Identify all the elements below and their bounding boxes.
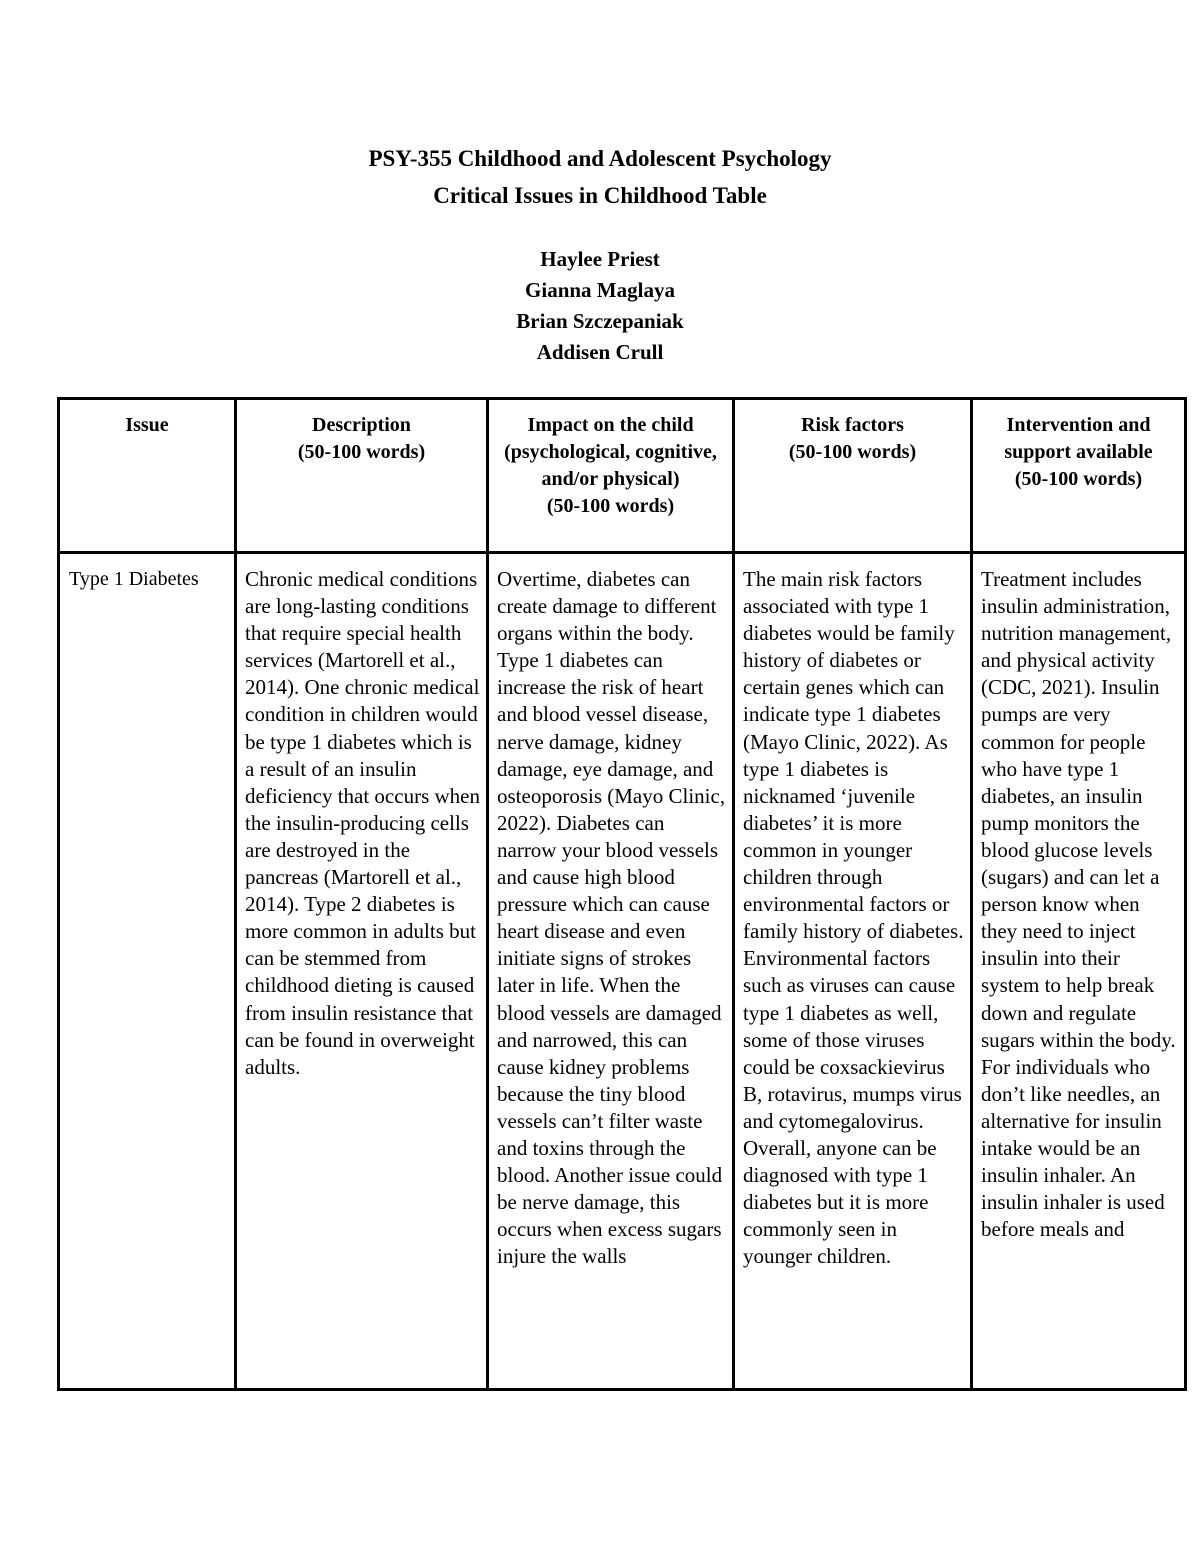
header-issue: Issue [59, 399, 236, 553]
cell-issue: Type 1 Diabetes [59, 553, 236, 1390]
header-word-limit: (50-100 words) [297, 441, 426, 463]
cell-impact: Overtime, diabetes can create damage to different organs within the body. Type 1 diabetes can increase the risk of heart and blood vessel disease, nerve damage, kidney damage, eye damage, and osteoporosis (Mayo Clinic, 2022). Diabetes can narrow your blood vessels and cause high blood pressure which can cause heart disease and even initiate signs of strokes later in life. When the blood vessels are damaged and narrowed, this can cause kidney problems because the tiny blood vessels can’t filter waste and toxins through the blood. Another issue could be nerve damage, this occurs when excess sugars injure the walls [488, 553, 734, 1390]
author-name: Addisen Crull [536, 340, 664, 364]
course-title: PSY-355 Childhood and Adolescent Psychology [368, 146, 832, 171]
author-list [0, 244, 1200, 368]
header-impact: Impact on the child (psychological, cognitive, and/or physical) (50-100 words) [488, 399, 734, 553]
header-word-limit: (50-100 words) [546, 495, 675, 517]
critical-issues-table [57, 397, 1187, 1391]
document-title [0, 140, 1200, 214]
header-word-limit: (50-100 words) [1014, 468, 1143, 490]
header-intervention: Intervention and support available (50-100 words) [972, 399, 1186, 553]
author-name: Brian Szczepaniak [516, 309, 684, 333]
cell-risk-factors: The main risk factors associated with type 1 diabetes would be family history of diabetes or certain genes which can indicate type 1 diabetes (Mayo Clinic, 2022). As type 1 diabetes is nicknamed ‘juvenile diabetes’ it is more common in younger children through environmental factors or family history of diabetes. Environmental factors such as viruses can cause type 1 diabetes as well, some of those viruses could be coxsackievirus B, rotavirus, mumps virus and cytomegalovirus. Overall, anyone can be diagnosed with type 1 diabetes but it is more commonly seen in younger children. [734, 553, 972, 1390]
assignment-title: Critical Issues in Childhood Table [433, 183, 767, 208]
cell-intervention: Treatment includes insulin administration, nutrition management, and physical activity (CDC, 2021). Insulin pumps are very common for people who have type 1 diabetes, an insulin pump monitors the blood glucose levels (sugars) and can let a person know when they need to inject insulin into their system to help break down and regulate sugars within the body. For individuals who don’t like needles, an alternative for insulin intake would be an insulin inhaler. An insulin inhaler is used before meals and [972, 553, 1186, 1390]
author-name: Haylee Priest [540, 247, 660, 271]
cell-description: Chronic medical conditions are long-lasting conditions that require special health services (Martorell et al., 2014). One chronic medical condition in children would be type 1 diabetes which is a result of an insulin deficiency that occurs when the insulin-producing cells are destroyed in the pancreas (Martorell et al., 2014). Type 2 diabetes is more common in adults but can be stemmed from childhood dieting is caused from insulin resistance that can be found in overweight adults. [236, 553, 488, 1390]
header-description: Description (50-100 words) [236, 399, 488, 553]
header-risk-factors: Risk factors (50-100 words) [734, 399, 972, 553]
table-row [59, 553, 1186, 1390]
author-name: Gianna Maglaya [525, 278, 675, 302]
table-header-row [59, 399, 1186, 553]
header-word-limit: (50-100 words) [788, 441, 917, 463]
